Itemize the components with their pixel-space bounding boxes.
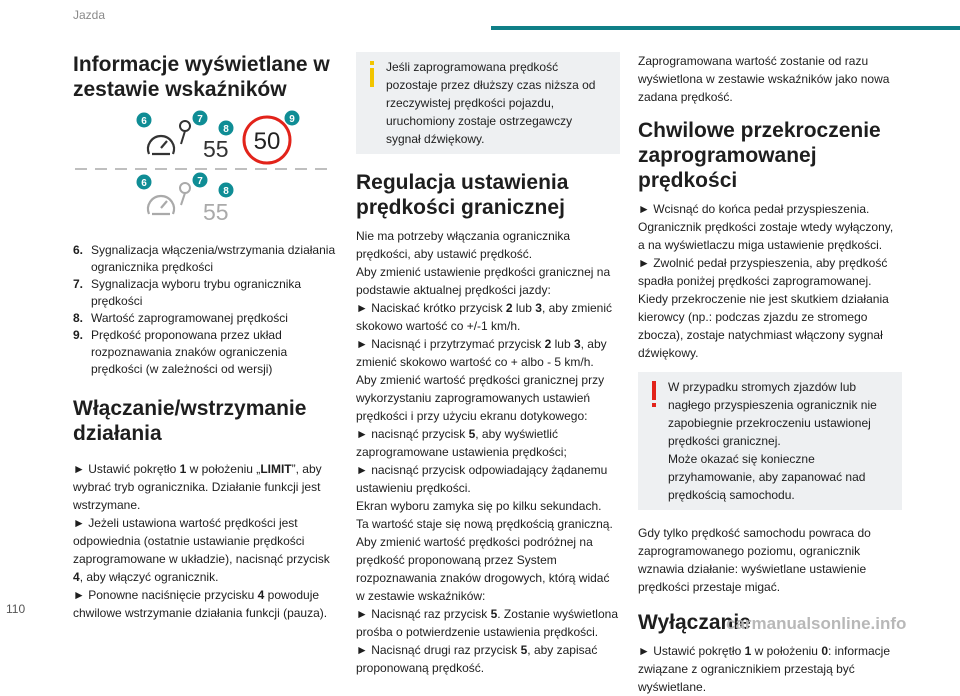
- limiter-active-icon: [148, 136, 174, 154]
- running-header: Jazda: [73, 8, 106, 22]
- paragraph: Aby zmienić wartość prędkości granicznej przy wykorzystaniu zaprogramowanych ustawień prędkości i przy użyciu ekranu dotykowego:: [356, 373, 605, 423]
- watermark: carmanualsonline.info: [726, 614, 907, 633]
- section-title-display-info: Informacje wyświetlane w zestawie wskaźników: [73, 53, 330, 101]
- section-title-adjust-limit: Regulacja ustawienia prędkości granicznej: [356, 171, 569, 219]
- paragraph: ► Naciskać krótko przycisk 2 lub 3, aby zmienić skokowo wartość co +/-1 km/h.: [356, 301, 612, 333]
- paragraph: ► Wcisnąć do końca pedał przyspieszenia. Ogranicznik prędkości zostaje wtedy wyłączony, a na wyświetlaczu miga ustawienie prędkości.: [638, 202, 894, 252]
- paragraph: ► Nacisnąć raz przycisk 5. Zostanie wyświetlona prośba o potwierdzenie ustawienia prędkości.: [356, 607, 618, 639]
- badge-7-top: [193, 111, 208, 126]
- svg-text:9: 9: [289, 114, 295, 125]
- page-number: 110: [6, 602, 26, 616]
- svg-text:7: 7: [197, 114, 203, 125]
- current-speed-top: 55: [203, 136, 229, 162]
- column-2: [356, 52, 620, 677]
- speed-limiter-display-svg: [73, 110, 338, 230]
- legend-item: 6. Sygnalizacja włączenia/wstrzymania działania ogranicznika prędkości: [73, 243, 336, 274]
- paragraph: ► Zwolnić pedał przyspieszenia, aby prędkość spadła poniżej prędkości zaprogramowanej.: [638, 256, 888, 288]
- svg-text:6: 6: [141, 178, 147, 189]
- svg-text:8: 8: [223, 124, 229, 135]
- paragraph: Ta wartość staje się nową prędkością graniczną.: [356, 517, 613, 531]
- badge-7-bottom: [193, 173, 208, 188]
- current-speed-bottom: 55: [203, 199, 229, 225]
- instrument-panel-diagram: [73, 110, 338, 230]
- badge-6-bottom: [137, 175, 152, 190]
- legend-item: 8. Wartość zaprogramowanej prędkości: [73, 311, 288, 325]
- header-accent-bar: [491, 26, 960, 30]
- paragraph: ► Nacisnąć drugi raz przycisk 5, aby zapisać proponowaną prędkość.: [356, 643, 598, 675]
- paragraph: ► Ustawić pokrętło 1 w położeniu „LIMIT”, aby wybrać tryb ogranicznika. Działanie funkcji jest wstrzymane.: [73, 462, 322, 512]
- limiter-paused-icon: [148, 196, 174, 214]
- section-title-temporary-exceed: Chwilowe przekroczenie zaprogramowanej prędkości: [638, 119, 881, 192]
- paragraph: ► nacisnąć przycisk odpowiadający żądanemu ustawieniu prędkości.: [356, 463, 608, 495]
- svg-text:6: 6: [141, 116, 147, 127]
- section-title-on-off: Włączanie/wstrzymanie działania: [73, 397, 307, 445]
- paragraph: Aby zmienić wartość prędkości podróżnej na prędkość proponowaną przez System rozpoznawania znaków drogowych, którą widać w zestawie wskaźników:: [356, 535, 610, 603]
- limiter-mode-icon-grey: [180, 183, 190, 205]
- info-icon: [368, 61, 376, 87]
- info-note: Jeśli zaprogramowana prędkość pozostaje przez dłuższy czas niższa od rzeczywistej prędkości pojazdu, uruchomiony zostaje ostrzegawczy sygnał dźwiękowy.: [356, 52, 620, 154]
- paragraph: Aby zmienić ustawienie prędkości granicznej na podstawie aktualnej prędkości jazdy:: [356, 265, 611, 297]
- paragraph: ► Ustawić pokrętło 1 w położeniu 0: informacje związane z ogranicznikiem przestają być wyświetlane.: [638, 644, 891, 694]
- paragraph: Nie ma potrzeby włączania ogranicznika prędkości, aby ustawić prędkość.: [356, 229, 571, 261]
- paragraph: Zaprogramowana wartość zostanie od razu wyświetlona w zestawie wskaźników jako nowa zadana prędkość.: [638, 54, 890, 104]
- paragraph: Ekran wyboru zamyka się po kilku sekundach.: [356, 499, 602, 513]
- paragraph: ► Nacisnąć i przytrzymać przycisk 2 lub 3, aby zmienić skokowo wartość co + albo - 5 km/h.: [356, 337, 607, 369]
- svg-text:7: 7: [197, 176, 203, 187]
- legend-item: 7. Sygnalizacja wyboru trybu ogranicznika prędkości: [73, 277, 302, 308]
- badge-8-top: [219, 121, 234, 136]
- paragraph: ► nacisnąć przycisk 5, aby wyświetlić zaprogramowane ustawienia prędkości;: [356, 427, 567, 459]
- legend-item: 9. Prędkość proponowana przez układ rozpoznawania znaków ograniczenia prędkości (w zależności od wersji): [73, 328, 288, 376]
- legend-list: [73, 242, 338, 378]
- limiter-mode-icon: [180, 121, 190, 144]
- paragraph: ► Jeżeli ustawiona wartość prędkości jest odpowiednia (ostatnie ustawianie prędkości zaprogramowane w układzie), nacisnąć przycisk 4, aby włączyć ogranicznik.: [73, 516, 330, 584]
- limit-value: 50: [253, 128, 281, 155]
- badge-8-bottom: [219, 183, 234, 198]
- paragraph: ► Ponowne naciśnięcie przycisku 4 powoduje chwilowe wstrzymanie działania funkcji (pauza).: [73, 588, 328, 620]
- warning-icon: [650, 381, 658, 407]
- section-title-switch-off: Wyłączanie: [638, 611, 751, 634]
- warning-note: W przypadku stromych zjazdów lub nagłego przyspieszenia ogranicznik nie zapobiegnie przekroczeniu ustawionej prędkości granicznej. Może okazać się konieczne przyhamowanie, aby zapanować nad prędkością samochodu.: [638, 372, 902, 510]
- paragraph: Gdy tylko prędkość samochodu powraca do zaprogramowanego poziomu, ogranicznik wznawia działanie: wyświetlane ustawienie prędkości przestaje migać.: [638, 526, 871, 594]
- svg-text:8: 8: [223, 186, 229, 197]
- badge-6-top: [137, 113, 152, 128]
- badge-9-top: [285, 111, 300, 126]
- column-3: [638, 52, 902, 696]
- paragraph: Kiedy przekroczenie nie jest skutkiem działania kierowcy (np.: podczas zjazdu ze stromego zbocza), zostaje natychmiast włączony sygnał dźwiękowy.: [638, 292, 889, 360]
- column-1: [73, 52, 338, 622]
